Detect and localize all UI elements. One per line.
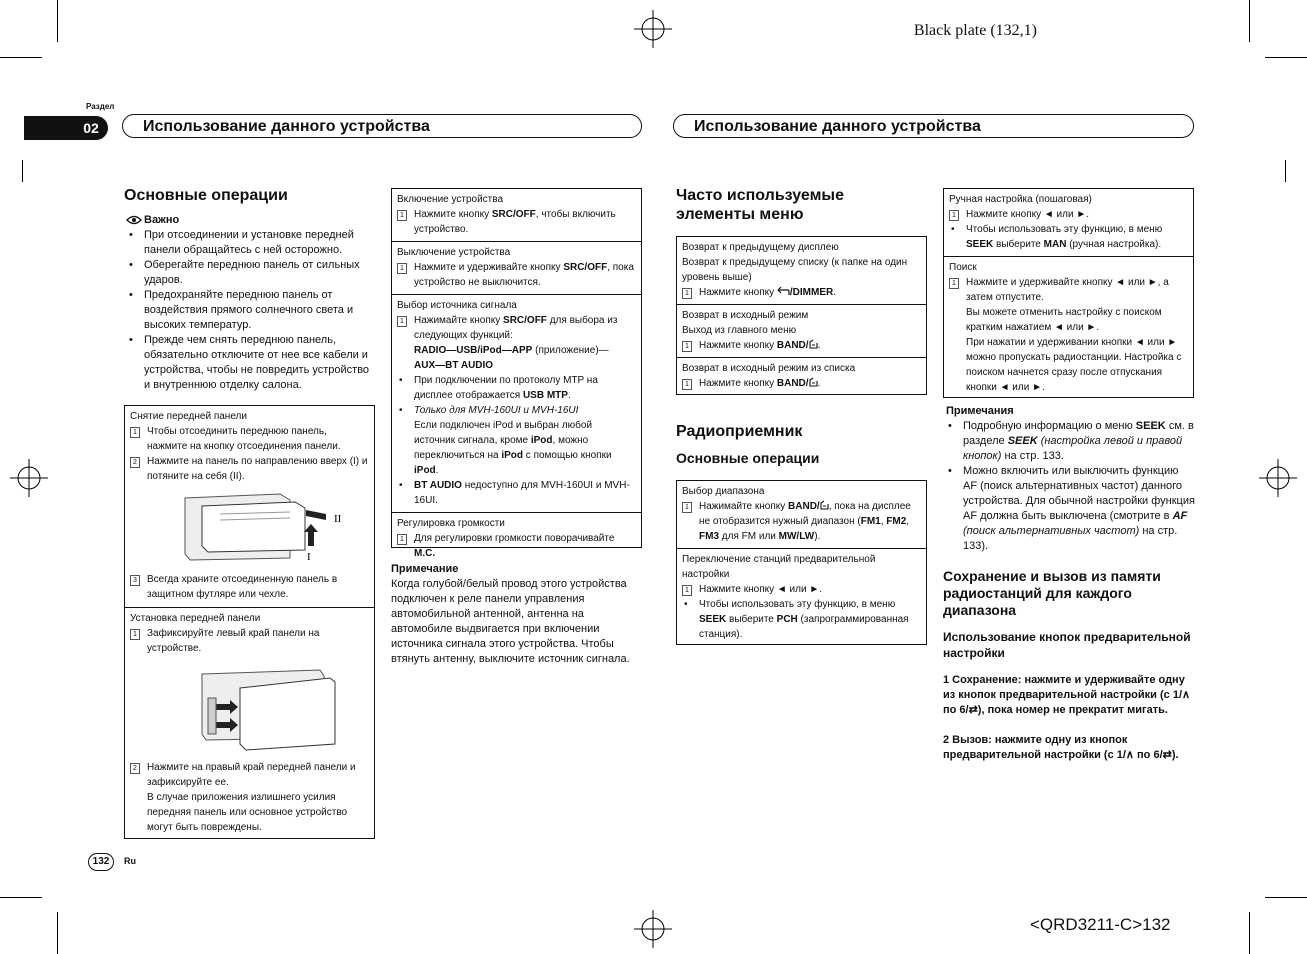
source-section: Выбор источника сигнала 1 Нажимайте кнопку SRC/OFF для выбора из следующих функций: RADIO—USB/iPod—APP (приложение)— AUX—BT AUDIO • При подключении по протоколу MTP на дисплее отображается USB MTP. • Только для MVH-160UI и MVH-16UI Если подключен iPod и выбран любой источник сигнала, кроме iPod, можно переключиться на iPod с помощью кнопки iPod. • BT AUDIO недоступно для MVH-160UI и MVH-16UI. (392, 295, 641, 513)
step: 1 Нажмите кнопку ◄ или ►. (949, 207, 1187, 222)
crop-mark (1265, 897, 1307, 898)
band-icon (809, 339, 818, 349)
page-number: 132 (88, 853, 114, 871)
list-item: • Подробную информацию о меню SEEK см. в разделе SEEK (настройка левой и правой кнопок) на стр. 133. (943, 419, 1195, 464)
section-number: 02 (83, 120, 99, 136)
list-item: • При отсоединении и установке передней панели обращайтесь с ней осторожно. (124, 228, 376, 258)
step: 1 Нажмите кнопку ◄ или ►. (682, 582, 920, 597)
step: 1 Нажимайте кнопку BAND/ , пока на дисплее не отобразится нужный диапазон (FM1, FM2, FM3 для FM или MW/LW). (682, 499, 920, 544)
preset-title: Использование кнопок предварительной настройки (943, 630, 1191, 660)
band-section: Выбор диапазона 1 Нажимайте кнопку BAND/ , пока на дисплее не отобразится нужный диапазон (FM1, FM2, FM3 для FM или MW/LW). (677, 481, 926, 549)
step: 1 Нажмите кнопку BAND/ . (682, 338, 920, 353)
step: 1 Нажмите и удерживайте кнопку ◄ или ►, а затем отпустите. (949, 275, 1187, 305)
source-box (391, 188, 642, 559)
col3-menu-title: Часто используемые элементы меню (676, 187, 844, 223)
registration-mark-icon (1259, 459, 1297, 497)
step: 1 Зафиксируйте левый край панели на устройстве. (130, 626, 368, 656)
col1-title: Основные операции (124, 187, 288, 204)
step: 2 Нажмите на правый край передней панели и зафиксируйте ее. (130, 760, 368, 790)
crop-mark (1265, 57, 1307, 58)
back-section: Возврат к предыдущему дисплею Возврат к предыдущему списку (к папке на один уровень выше) 1 Нажмите кнопку /DIMMER. (677, 237, 926, 305)
important-label: Важно (144, 214, 180, 226)
list-item: • Чтобы использовать эту функцию, в меню SEEK выберите PCH (запрограммированная станция). (682, 597, 920, 642)
step-note: В случае приложения излишнего усилия передняя панель или основное устройство могут быть повреждены. (147, 792, 348, 833)
power-off-section: Выключение устройства 1 Нажмите и удерживайте кнопку SRC/OFF, пока устройство не выключится. (392, 242, 641, 295)
recall-step: 2 Вызов: нажмите одну из кнопок предварительной настройки (с 1/∧ по 6/⇄). (943, 734, 1179, 761)
col4-notes (943, 404, 1195, 763)
header-right: Использование данного устройства (673, 114, 1194, 138)
install-panel-section (125, 608, 374, 839)
notes-title: Примечания (946, 405, 1014, 417)
manual-tuning-section: Ручная настройка (пошаговая) 1 Нажмите кнопку ◄ или ►. • Чтобы использовать эту функцию, в меню SEEK выберите MAN (ручная настройка). (944, 189, 1193, 257)
list-item: • Прежде чем снять переднюю панель, обязательно отключите от нее все кабели и устройства, чтобы не повредить устройство и внутреннюю отделку салона. (124, 333, 376, 393)
remove-title: Снятие передней панели (130, 411, 247, 422)
registration-mark-icon (10, 459, 48, 497)
important-header (124, 214, 376, 226)
remove-panel-section (125, 406, 374, 608)
step: 1 Нажмите кнопку SRC/OFF, чтобы включить устройство. (397, 207, 635, 237)
home-section: Возврат в исходный режим Выход из главного меню 1 Нажмите кнопку BAND/ . (677, 305, 926, 358)
registration-mark-icon (634, 10, 672, 48)
store-step: 1 Сохранение: нажмите и удерживайте одну из кнопок предварительной настройки (с 1/∧ по 6/⇄), пока номер не прекратит мигать. (943, 674, 1191, 716)
note-title: Примечание (391, 563, 459, 575)
list-return-section: Возврат в исходный режим из списка 1 Нажмите кнопку BAND/ . (677, 358, 926, 395)
notes-list (943, 419, 1195, 554)
step: 1 Нажмите кнопку BAND/ . (682, 376, 920, 391)
crop-mark (22, 160, 23, 182)
list-item: • Чтобы использовать эту функцию, в меню SEEK выберите MAN (ручная настройка). (949, 222, 1187, 252)
band-icon (820, 500, 829, 510)
col2-note (391, 562, 643, 667)
step: 1 Для регулировки громкости поворачивайте M.C. (397, 531, 635, 561)
plate-label: Black plate (132,1) (913, 22, 1037, 39)
panel-removal-illustration (130, 488, 370, 570)
crop-mark (1285, 160, 1286, 182)
power-on-section: Включение устройства 1 Нажмите кнопку SRC/OFF, чтобы включить устройство. (392, 189, 641, 242)
step: 1 Нажимайте кнопку SRC/OFF для выбора из следующих функций: RADIO—USB/iPod—APP (приложение)— AUX—BT AUDIO (397, 313, 635, 373)
preset-switch-section: Переключение станций предварительной настройки 1 Нажмите кнопку ◄ или ►. • Чтобы использовать эту функцию, в меню SEEK выберите PCH (запрограммированная станция). (677, 549, 926, 646)
crop-mark (57, 0, 58, 42)
crop-mark (0, 57, 42, 58)
store-title: Сохранение и вызов из памяти радиостанций для каждого диапазона (943, 568, 1161, 618)
volume-section: Регулировка громкости 1 Для регулировки громкости поворачивайте M.C. (392, 513, 641, 565)
note-text: Когда голубой/белый провод этого устройства подключен к реле панели управления автомобильной антенной, антенна на автомобиле выдвигается при включении источника сигнала этого устройства. Чтобы втянуть антенну, выключите источник сигнала. (391, 578, 630, 665)
tuning-box (943, 188, 1194, 398)
install-title: Установка передней панели (130, 613, 261, 624)
band-icon (809, 377, 818, 387)
radio-heading: Радиоприемник Основные операции (676, 423, 820, 466)
list-item: • Можно включить или выключить функцию AF (поиск альтернативных частот) данного устройства. Для обычной настройки функция AF должна быть выключена (смотрите в AF (поиск альтернативных частот) на стр. 133). (943, 464, 1195, 554)
list-item: • Предохраняйте переднюю панель от воздействия прямого солнечного света и высоких температур. (124, 288, 376, 333)
registration-mark-icon (634, 910, 672, 948)
back-icon (777, 287, 790, 296)
list-item: • BT AUDIO недоступно для MVH-160UI и MVH-16UI. (397, 478, 635, 508)
step: 1 Чтобы отсоединить переднюю панель, нажмите на кнопку отсоединения панели. (130, 424, 368, 454)
list-item: • Только для MVH-160UI и MVH-16UI Если подключен iPod и выбран любой источник сигнала, кроме iPod, можно переключиться на iPod с помощью кнопки iPod. (397, 403, 635, 478)
header-left: Использование данного устройства (122, 114, 642, 138)
col1 (124, 186, 376, 393)
step: 2 Нажмите на панель по направлению вверх (I) и потяните на себя (II). (130, 454, 368, 484)
language-label: Ru (124, 856, 136, 866)
crop-mark (1249, 912, 1250, 954)
panel-install-illustration (130, 660, 370, 756)
important-icon (124, 214, 144, 226)
list-item: • Оберегайте переднюю панель от сильных ударов. (124, 258, 376, 288)
fig-label: I (307, 551, 311, 563)
section-label: Раздел (86, 102, 115, 111)
menu-box (676, 236, 927, 395)
important-list (124, 228, 376, 393)
seek-section: Поиск 1 Нажмите и удерживайте кнопку ◄ или ►, а затем отпустите. Вы можете отменить настройку с поиском кратким нажатием ◄ или ►. При нажатии и удерживании кнопки ◄ или ► можно пропускать радиостанции. Настройка с поиском начнется сразу после отпускания кнопки ◄ или ►. (944, 257, 1193, 399)
fig-label: II (334, 513, 342, 525)
crop-mark (0, 897, 42, 898)
radio-box (676, 480, 927, 645)
section-badge (24, 116, 108, 140)
crop-mark (57, 912, 58, 954)
step: 1 Нажмите и удерживайте кнопку SRC/OFF, пока устройство не выключится. (397, 260, 635, 290)
panel-box (124, 405, 375, 839)
step: 1 Нажмите кнопку /DIMMER. (682, 285, 920, 300)
crop-mark (1249, 0, 1250, 42)
page-code: <QRD3211-C>132 (1030, 915, 1171, 934)
step: 3 Всегда храните отсоединенную панель в защитном футляре или чехле. (130, 572, 368, 602)
list-item: • При подключении по протоколу MTP на дисплее отображается USB MTP. (397, 373, 635, 403)
